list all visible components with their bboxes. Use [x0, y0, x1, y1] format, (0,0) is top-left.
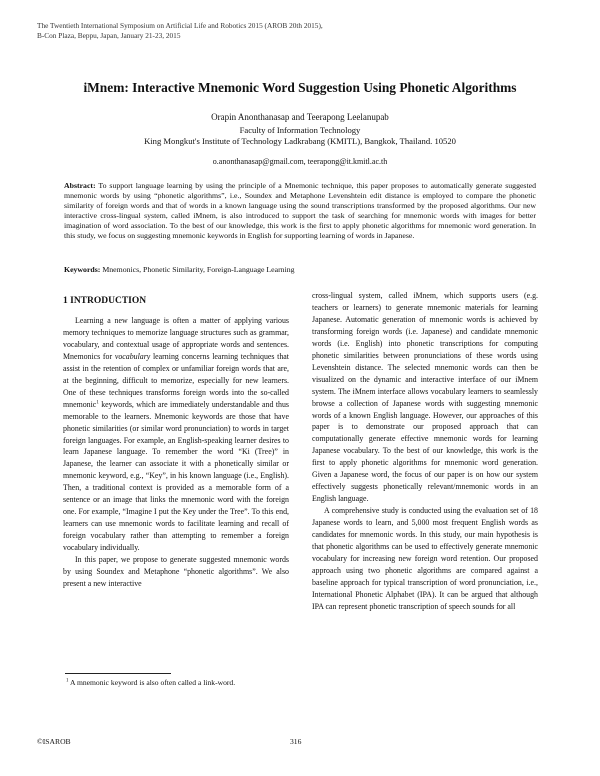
footnote-marker[interactable]: 1 [96, 400, 99, 406]
header-line-1: The Twentieth International Symposium on Artificial Life and Robotics 2015 (AROB 20th 2015), [37, 21, 323, 30]
paragraph: In this paper, we propose to generate suggested mnemonic words by using Soundex and Metaphone “phonetic algorithms”. We also present a new interactive [63, 555, 289, 588]
paragraph: A comprehensive study is conducted using the evaluation set of 18 Japanese words to learn, and 5,000 most frequent English words as candidates for mnemonic words. In this study, our main hypothesis is that phonetic algorithms can be used to effectively generate mnemonic vocabulary for increasing new foreign word retention. Our proposed approach using two phonetic algorithms are compared against a baseline approach for typical transcription of word pronunciation, i.e., International Phonetic Alphabet (IPA). It can be argued that although IPA can represent phonetic transcription of speech sounds for all [312, 506, 538, 611]
footnote-divider [65, 673, 171, 674]
abstract [64, 181, 536, 241]
paper-title: iMnem: Interactive Mnemonic Word Suggestion Using Phonetic Algorithms [83, 80, 517, 95]
conference-header [37, 21, 323, 41]
abstract-label: Abstract: [64, 181, 96, 190]
text-run: Learning a new language is often a matter of applying various memory techniques to memorize language structures such as grammar, vocabulary, and contextual usage of appropriate words and sentences. Mnemonics for [63, 316, 289, 361]
section-heading-introduction: 1 INTRODUCTION [63, 296, 147, 306]
emphasis-vocabulary: vocabulary [114, 351, 151, 361]
affiliation-line-2: King Mongkut's Institute of Technology Ladkrabang (KMITL), Bangkok, Thailand. 10520 [144, 136, 456, 146]
author-emails: o.anonthanasap@gmail.com, teerapong@it.kmitl.ac.th [212, 157, 388, 166]
paragraph [63, 315, 289, 554]
affiliation-line-1: Faculty of Information Technology [239, 125, 361, 135]
header-line-2: B-Con Plaza, Beppu, Japan, January 21-23, 2015 [37, 31, 181, 40]
page-number: 316 [290, 737, 302, 746]
affiliation [0, 125, 600, 147]
column-left [63, 315, 289, 590]
paragraph: cross-lingual system, called iMnem, which supports users (e.g. teachers or learners) to generate mnemonic materials for learning Japanese. Automatic generation of mnemonic words is achieved by transforming foreign words (i.e. Japanese) and candidate mnemonic words (i.e. English) into phonetic transcriptions for computing phonetic similarities between pronunciations of these words using Levenshtein distance. The selected mnemonic words can then be visualized on the dynamic and interactive interface of our iMnem system. The iMnem interface allows vocabulary learners to seamlessly browse a collection of Japanese words with suggesting mnemonic words of a known English language. However, our approaches of this paper is to demonstrate our proposed approach that can computationally generate effective mnemonic words for learning Japanese vocabulary. To the best of our knowledge, this work is the first to apply phonetic algorithms for mnemonic word generation. Given a Japanese word, the focus of our paper is on how our system effectively suggests phonetically relevant/mnemonic words in an English language. [312, 291, 538, 504]
footnote-text: A mnemonic keyword is also often called a link-word. [68, 678, 236, 687]
copyright-footer: ©ISAROB [37, 737, 71, 746]
abstract-text: To support language learning by using the principle of a Mnemonic technique, this paper proposes to automatically generate suggested mnemonic words by using “phonetic algorithms”, i.e., Soundex and Metaphone Levenshtein edit distance is employed to compare the phonetic similarity of foreign words and that of words in a known language using the sound transcriptions transformed by the proposed algorithms. Our new interactive cross-lingual system, called iMnem, is also introduced to support the task of searching for mnemonic words with images for better imagination of word association. To the best of our knowledge, this work is the first to apply phonetic algorithms for mnemonic word generation. In this study, we focus on suggesting mnemonic keywords in English for supporting learning of words in Japanese. [64, 181, 536, 240]
footnote [66, 678, 235, 687]
keywords [64, 265, 536, 274]
text-run: learning concerns learning techniques that assist in the retention of complex or unfamiliar foreign words that are, at the beginning, difficult to memorize, especially for new learners. One of these techniques transforms foreign words into the so-called mnemonic [63, 351, 290, 409]
keywords-label: Keywords: [64, 265, 101, 274]
footnote-number: 1 [66, 678, 69, 684]
paper-authors: Orapin Anonthanasap and Teerapong Leelanupab [211, 112, 389, 122]
column-right [312, 290, 538, 613]
keywords-text: Mnemonics, Phonetic Similarity, Foreign-Language Learning [100, 265, 295, 274]
text-run: keywords, which are immediately understandable and thus memorable to the learners. Mnemonic keywords are those that have phonetic similarities (or similar word pronunciation) to words in target foreign languages. For example, an English-speaking learner desires to learn Japanese language. To remember the word “Ki (Tree)” in Japanese, the learner can associate it with a phonetically similar or mnemonic keyword, e.g., “Key”, in his known language (i.e., English). Then, a traditional context is provided as a memorable form of a sentence or an image that links the mnemonic word with the foreign one. For example, “Imagine I put the Key under the Tree”. To this end, learners can use mnemonic words to facilitate learning and recall of foreign vocabulary rather than attempting to remember a foreign vocabulary individually. [63, 399, 289, 553]
